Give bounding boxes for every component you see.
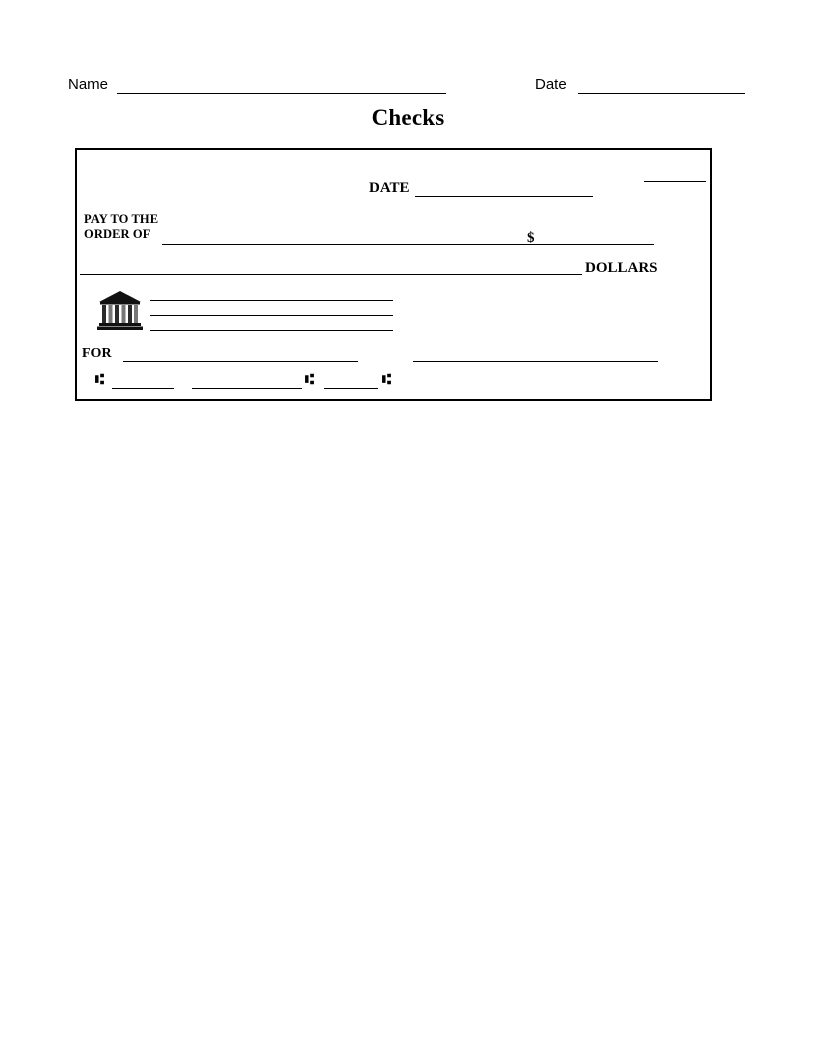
micr-symbol-end: ⑆ <box>382 372 392 389</box>
signature-blank-line[interactable] <box>413 361 658 362</box>
check-date-label: DATE <box>369 180 410 196</box>
micr-symbol-middle: ⑆ <box>305 372 315 389</box>
bank-name-blank-line-3[interactable] <box>150 330 393 331</box>
dollars-label: DOLLARS <box>585 260 658 276</box>
blank-check <box>75 148 712 401</box>
memo-blank-line[interactable] <box>123 361 358 362</box>
micr-symbol-start: ⑆ <box>95 372 105 389</box>
pay-to-the-order-of-label <box>84 212 158 242</box>
micr-routing-blank-line[interactable] <box>112 388 174 389</box>
date-label: Date <box>535 76 567 93</box>
name-label: Name <box>68 76 109 93</box>
written-amount-blank-line[interactable] <box>80 274 582 275</box>
for-label: FOR <box>82 346 112 361</box>
payee-blank-line[interactable] <box>162 244 588 245</box>
pay-to-line-2: ORDER OF <box>84 227 151 241</box>
name-blank-line[interactable] <box>117 93 446 94</box>
date-blank-line[interactable] <box>578 93 745 94</box>
bank-name-blank-line-1[interactable] <box>150 300 393 301</box>
micr-check-number-blank-line[interactable] <box>324 388 378 389</box>
bank-building-icon <box>96 289 144 333</box>
dollar-sign-label: $ <box>527 230 535 246</box>
page-title: Checks <box>371 105 445 130</box>
bank-name-blank-line-2[interactable] <box>150 315 393 316</box>
amount-box-blank-line[interactable] <box>539 244 654 245</box>
header-row <box>68 76 748 100</box>
micr-account-blank-line[interactable] <box>192 388 302 389</box>
pay-to-line-1: PAY TO THE <box>84 212 159 226</box>
check-number-blank-line[interactable] <box>644 181 706 182</box>
check-date-blank-line[interactable] <box>415 196 593 197</box>
